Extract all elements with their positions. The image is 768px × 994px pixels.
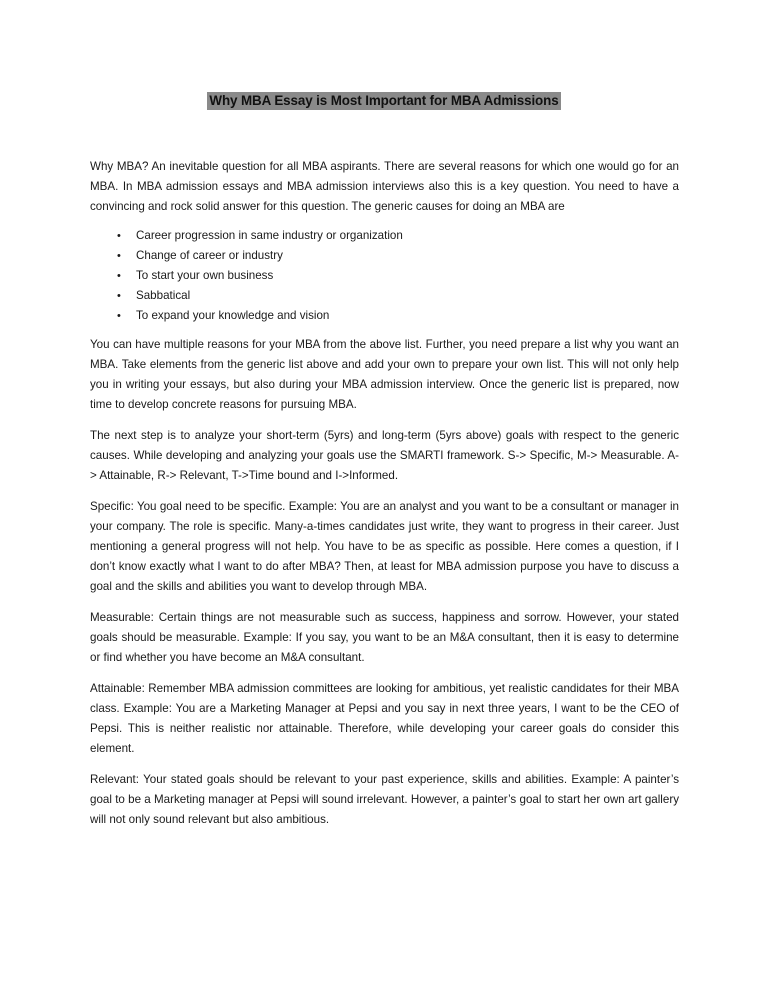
list-item-text: Change of career or industry [136, 249, 283, 262]
document-title: Why MBA Essay is Most Important for MBA Admissions [209, 93, 559, 108]
paragraph-specific: Specific: You goal need to be specific. Example: You are an analyst and you want to be a consultant or manager in your company. The role is specific. Many-a-times candidates just write, they want to progress in their career. Just mentioning a general progress will not help. You have to be as specific as possible. Here comes a question, if I don’t know exactly what I want to do after MBA? Then, at least for MBA admission purpose you have to discuss a goal and the skills and abilities you want to develop through MBA. [90, 500, 679, 593]
list-item-text: Career progression in same industry or organization [136, 229, 403, 242]
paragraph-attainable: Attainable: Remember MBA admission committees are looking for ambitious, yet realistic candidates for their MBA class. Example: You are a Marketing Manager at Pepsi and you say in next three years, I want to be the CEO of Pepsi. This is neither realistic nor attainable. Therefore, while developing your career goals do consider this element. [90, 682, 679, 755]
bullet-icon: • [117, 270, 121, 282]
paragraph-measurable: Measurable: Certain things are not measurable such as success, happiness and sorrow. However, your stated goals should be measurable. Example: If you say, you want to be an M&A consultant, then it is easy to determine or find whether you have become an M&A consultant. [90, 611, 679, 664]
bullet-icon: • [117, 250, 121, 262]
bullet-icon: • [117, 230, 121, 242]
bullet-icon: • [117, 290, 121, 302]
intro-paragraph: Why MBA? An inevitable question for all MBA aspirants. There are several reasons for which one would go for an MBA. In MBA admission essays and MBA admission interviews also this is a key question. You need to have a convincing and rock solid answer for this question. The generic causes for doing an MBA are [90, 160, 679, 213]
list-item-text: To start your own business [136, 269, 274, 282]
bullet-icon: • [117, 310, 121, 322]
paragraph-reasons-list: You can have multiple reasons for your MBA from the above list. Further, you need prepare a list why you want an MBA. Take elements from the generic list above and add your own to prepare your own list. This will not only help you in writing your essays, but also during your MBA admission interview. Once the generic list is prepared, now time to develop concrete reasons for pursuing MBA. [90, 338, 679, 411]
list-item-text: Sabbatical [136, 289, 191, 302]
paragraph-relevant: Relevant: Your stated goals should be relevant to your past experience, skills and abilities. Example: A painter’s goal to be a Marketing manager at Pepsi will sound irrelevant. However, a painter’s goal to start her own art gallery will not only sound relevant but also ambitious. [90, 773, 679, 826]
list-item [90, 226, 679, 246]
title-wrapper [0, 92, 768, 110]
list-item [90, 286, 679, 306]
list-item-text: To expand your knowledge and vision [136, 309, 330, 322]
list-item [90, 266, 679, 286]
list-item [90, 306, 679, 326]
document-body [90, 157, 679, 841]
paragraph-smarti-framework: The next step is to analyze your short-term (5yrs) and long-term (5yrs above) goals with respect to the generic causes. While developing and analyzing your goals use the SMARTI framework. S-> Specific, M-> Measurable. A-> Attainable, R-> Relevant, T->Time bound and I->Informed. [90, 429, 679, 482]
reasons-list [90, 226, 679, 326]
list-item [90, 246, 679, 266]
